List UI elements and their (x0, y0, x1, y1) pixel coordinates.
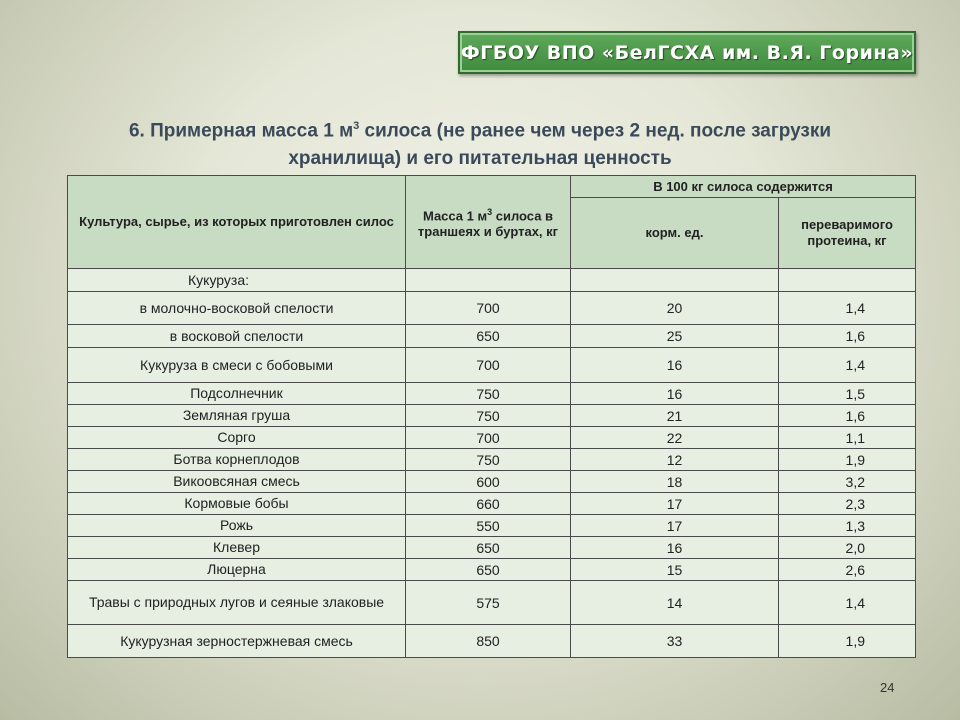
cell-mass: 700 (406, 427, 571, 449)
table-row (68, 427, 916, 449)
cell-feed: 33 (571, 625, 779, 658)
org-banner (458, 31, 916, 74)
cell-mass: 750 (406, 405, 571, 427)
cell-name: в молочно-восковой спелости (68, 292, 406, 325)
table-row (68, 581, 916, 625)
cell-name: Викоовсяная смесь (68, 471, 406, 493)
cell-mass: 600 (406, 471, 571, 493)
cell-name: Клевер (68, 537, 406, 559)
cell-mass: 850 (406, 625, 571, 658)
cell-feed: 16 (571, 383, 779, 405)
table-row (68, 348, 916, 383)
cell-protein: 2,3 (779, 493, 916, 515)
cell-mass: 650 (406, 537, 571, 559)
title-part2: силоса (не ранее чем через 2 нед. после загрузки (359, 120, 832, 142)
header-mass-part2: силоса в траншеях и буртах, кг (417, 208, 559, 240)
cell-feed: 16 (571, 348, 779, 383)
cell-name: Подсолнечник (68, 383, 406, 405)
cell-feed: 17 (571, 493, 779, 515)
cell-protein: 1,9 (779, 449, 916, 471)
cell-name: Люцерна (68, 559, 406, 581)
cell-protein: 1,9 (779, 625, 916, 658)
cell-protein: 1,4 (779, 292, 916, 325)
cell-protein: 1,4 (779, 348, 916, 383)
cell-protein: 3,2 (779, 471, 916, 493)
table-row (68, 325, 916, 348)
cell-feed: 25 (571, 325, 779, 348)
header-mass-part1: Масса 1 м (422, 208, 488, 224)
cell-mass: 750 (406, 383, 571, 405)
cell-protein: 1,1 (779, 427, 916, 449)
cell-name: в восковой спелости (68, 325, 406, 348)
cell-name: Кормовые бобы (68, 493, 406, 515)
cell-feed: 16 (571, 537, 779, 559)
cell-name: Кукурузная зерностержневая смесь (68, 625, 406, 658)
org-banner-text: ФГБОУ ВПО «БелГСХА им. В.Я. Горина» (460, 41, 914, 64)
cell-mass: 750 (406, 449, 571, 471)
table-row (68, 515, 916, 537)
cell-feed: 14 (571, 581, 779, 625)
cell-mass: 650 (406, 559, 571, 581)
table-row (68, 471, 916, 493)
header-group: В 100 кг силоса содержится (571, 176, 916, 198)
silage-table (67, 175, 916, 658)
cell-protein: 2,0 (779, 537, 916, 559)
cell-protein: 1,4 (779, 581, 916, 625)
cell-feed: 12 (571, 449, 779, 471)
page-number: 24 (880, 680, 895, 695)
group-label: Кукуруза: (68, 269, 406, 292)
cell-protein: 1,6 (779, 325, 916, 348)
slide-title (60, 112, 900, 173)
table-row (68, 292, 916, 325)
cell-mass (406, 269, 571, 292)
header-culture: Культура, сырье, из которых приготовлен силос (68, 176, 406, 269)
header-protein: переваримого протеина, кг (779, 198, 916, 269)
cell-name: Земляная груша (68, 405, 406, 427)
header-mass-sup: 3 (487, 206, 493, 217)
cell-feed: 15 (571, 559, 779, 581)
table-row (68, 383, 916, 405)
cell-name: Ботва корнеплодов (68, 449, 406, 471)
cell-name: Кукуруза в смеси с бобовыми (68, 348, 406, 383)
table-row (68, 559, 916, 581)
table-row (68, 449, 916, 471)
cell-feed (571, 269, 779, 292)
cell-mass: 660 (406, 493, 571, 515)
cell-protein: 2,6 (779, 559, 916, 581)
title-line2: хранилища) и его питательная ценность (288, 148, 672, 170)
table-row (68, 493, 916, 515)
cell-name: Рожь (68, 515, 406, 537)
cell-mass: 700 (406, 348, 571, 383)
cell-feed: 20 (571, 292, 779, 325)
cell-mass: 575 (406, 581, 571, 625)
cell-protein (779, 269, 916, 292)
cell-mass: 650 (406, 325, 571, 348)
cell-feed: 18 (571, 471, 779, 493)
cell-feed: 21 (571, 405, 779, 427)
title-part1: 6. Примерная масса 1 м (128, 120, 354, 142)
cell-feed: 17 (571, 515, 779, 537)
cell-name: Сорго (68, 427, 406, 449)
header-mass (406, 176, 571, 269)
header-feed-units: корм. ед. (571, 198, 779, 269)
cell-feed: 22 (571, 427, 779, 449)
table-row (68, 625, 916, 658)
cell-protein: 1,6 (779, 405, 916, 427)
table-row (68, 537, 916, 559)
table-row-group (68, 269, 916, 292)
title-sup: 3 (353, 120, 360, 132)
cell-mass: 550 (406, 515, 571, 537)
cell-mass: 700 (406, 292, 571, 325)
cell-protein: 1,5 (779, 383, 916, 405)
cell-protein: 1,3 (779, 515, 916, 537)
cell-name: Травы с природных лугов и сеяные злаковые (68, 581, 406, 625)
table-row (68, 405, 916, 427)
